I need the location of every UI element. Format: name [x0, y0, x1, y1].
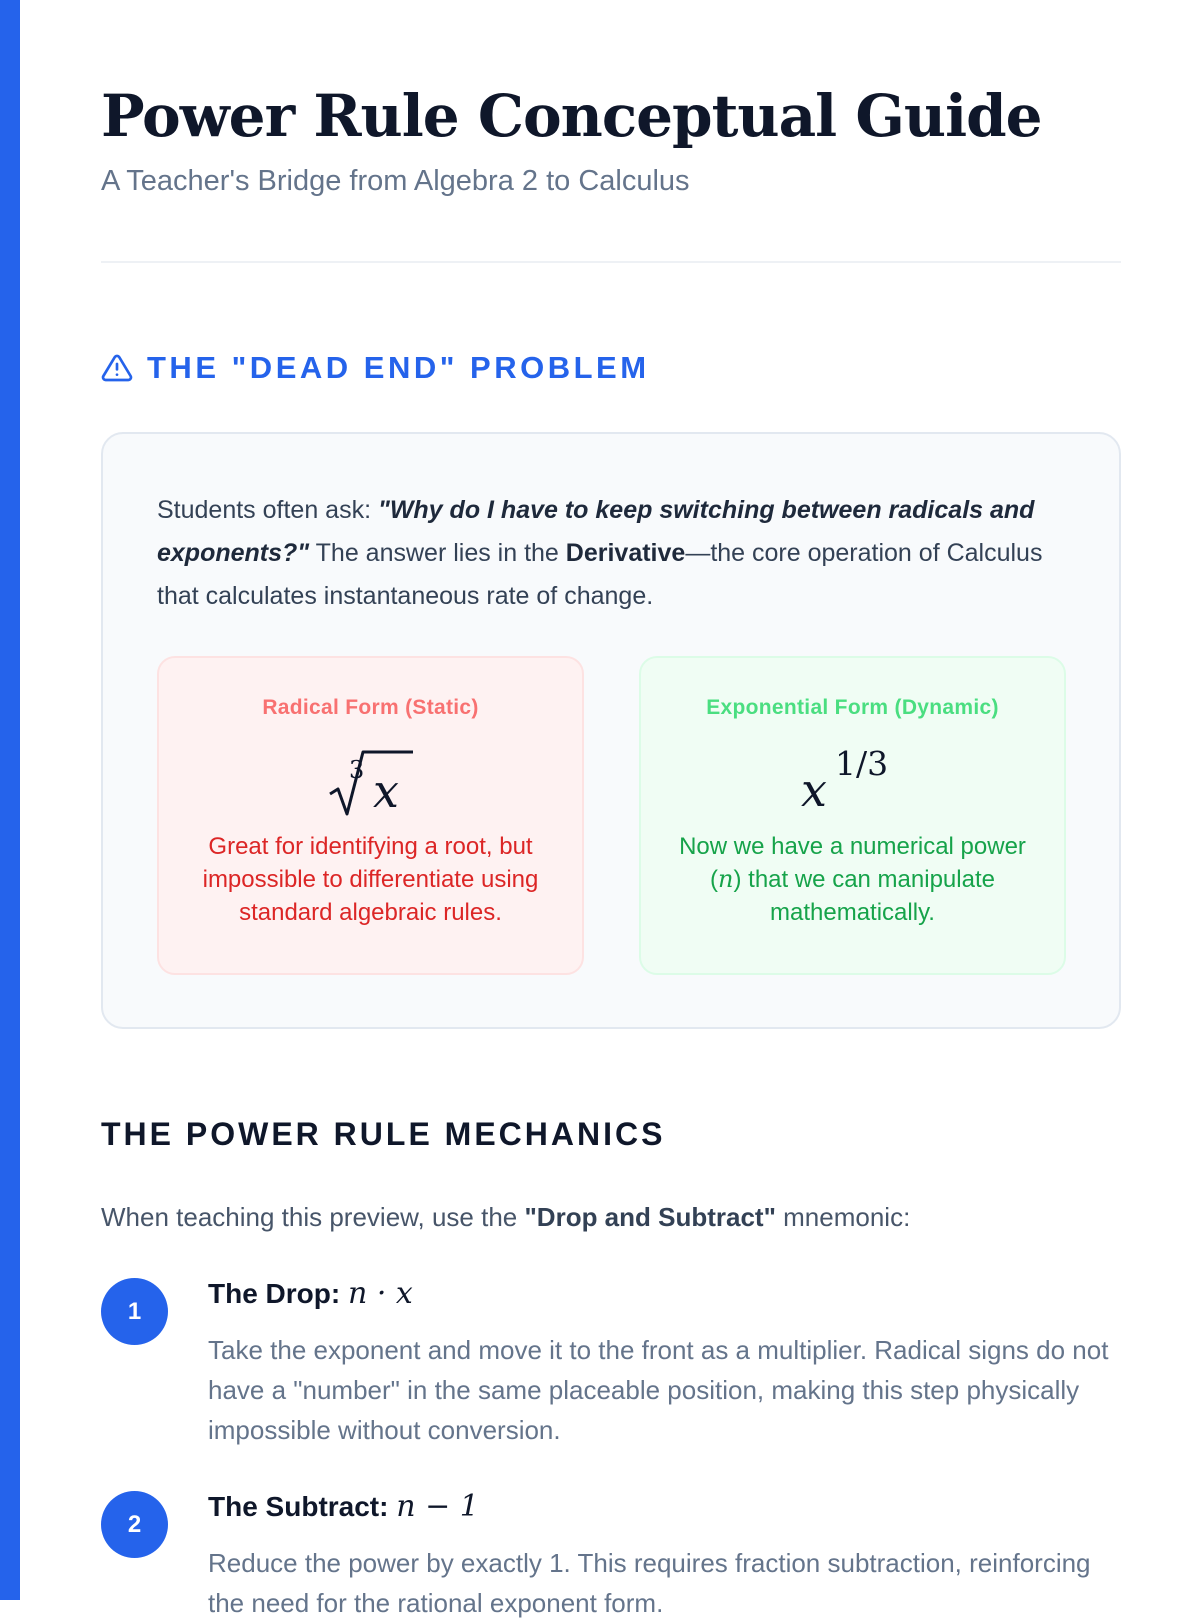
radical-expression — [159, 738, 586, 828]
step-formula: n − 1 — [396, 1489, 479, 1524]
exponential-form-card — [639, 656, 1066, 975]
divider — [101, 261, 1121, 263]
page-subtitle: A Teacher's Bridge from Algebra 2 to Calculus — [101, 165, 690, 197]
exponential-form-label: Exponential Form (Dynamic) — [706, 696, 999, 719]
exponential-base: x — [801, 763, 827, 817]
step-title — [208, 1489, 479, 1524]
power-variable: n — [718, 865, 734, 893]
step-title-label: The Drop: — [208, 1278, 348, 1309]
exponential-exponent: 1/3 — [835, 744, 889, 783]
mechanics-heading: THE POWER RULE MECHANICS — [101, 1116, 666, 1152]
desc-text: Now we have a numerical power ( — [679, 833, 1026, 893]
desc-text: ) that we can manipulate mathematically. — [733, 866, 995, 926]
radical-form-card — [157, 656, 584, 975]
step-number-badge: 2 — [101, 1491, 168, 1558]
intro-text: Students often ask: — [157, 496, 378, 524]
radical-form-label: Radical Form (Static) — [262, 696, 479, 719]
mechanics-intro — [101, 1202, 910, 1233]
intro-text: mnemonic: — [775, 1202, 911, 1232]
dead-end-heading — [101, 350, 650, 386]
dead-end-card — [101, 432, 1121, 1029]
step-description: Take the exponent and move it to the front as a multiplier. Radical signs do not have a "number" in the same placeable position, making this step physically impossible without conversion. — [208, 1335, 1109, 1445]
radical-sign — [330, 752, 413, 814]
intro-text: When teaching this preview, use the — [101, 1202, 525, 1232]
radical-index: 3 — [349, 756, 365, 784]
dead-end-intro — [157, 489, 1072, 618]
exponential-expression — [641, 738, 1068, 828]
radicand: x — [373, 764, 399, 818]
step-title-label: The Subtract: — [208, 1491, 397, 1522]
page-title: Power Rule Conceptual Guide — [101, 82, 1042, 150]
intro-text: The answer lies in the — [309, 539, 566, 567]
warning-icon — [101, 352, 133, 384]
step-title — [208, 1276, 413, 1311]
accent-bar — [0, 0, 20, 1600]
radical-form-description: Great for identifying a root, but impossible to differentiate using standard algebraic rules. — [202, 833, 539, 926]
mnemonic-name: "Drop and Subtract" — [524, 1202, 776, 1232]
intro-text: —the core operation of Calculus that calculates instantaneous rate of change. — [157, 539, 1043, 610]
derivative-term: Derivative — [565, 539, 686, 567]
student-question: "Why do I have to keep switching between radicals and exponents?" — [157, 496, 1035, 567]
dead-end-heading-label: THE "DEAD END" PROBLEM — [147, 350, 650, 385]
step-description: Reduce the power by exactly 1. This requires fraction subtraction, reinforcing the need for the rational exponent form. — [208, 1548, 1091, 1618]
step-formula: n · x — [348, 1276, 413, 1311]
exponential-form-description — [671, 830, 1034, 929]
step-number-badge: 1 — [101, 1278, 168, 1345]
